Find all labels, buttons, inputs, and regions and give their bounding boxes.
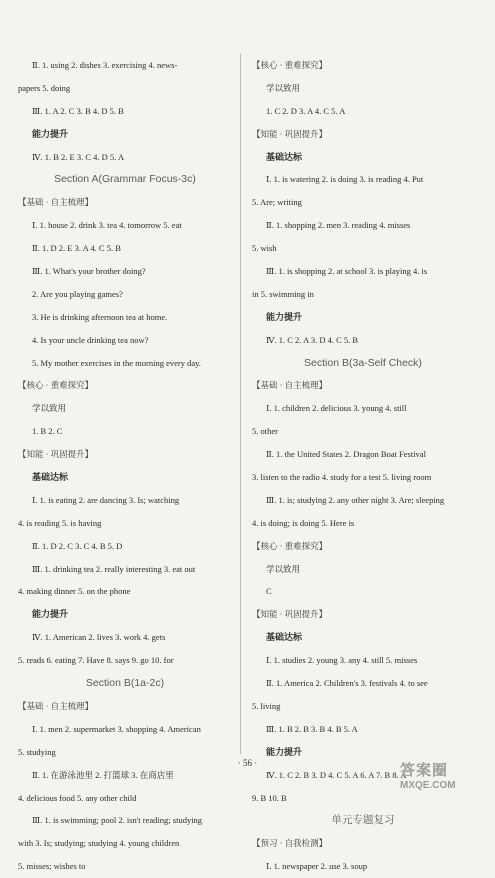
- answer-line: Ⅲ. 1. is swimming; pool 2. isn't reading; studying: [32, 815, 203, 826]
- category-tag: 【知能 · 巩固提升】: [252, 609, 328, 620]
- watermark-cn: 答案圈: [400, 762, 449, 779]
- answer-line: Ⅲ. 1. B 2. B 3. B 4. B 5. A: [266, 723, 358, 734]
- answer-line: Ⅰ. 1. newspaper 2. use 3. soup: [266, 861, 368, 872]
- answer-line: 4. is reading 5. is having: [18, 517, 102, 528]
- answer-line: Ⅰ. 1. men 2. supermarket 3. shopping 4. American: [32, 723, 201, 734]
- answer-line: Ⅰ. 1. is eating 2. are dancing 3. Is; watching: [32, 494, 180, 505]
- answer-line: Ⅱ. 1. shopping 2. men 3. reading 4. misses: [266, 220, 411, 231]
- answer-line: 5. Are; writing: [252, 197, 302, 208]
- subheading: 能力提升: [32, 128, 69, 139]
- answer-line: Ⅳ. 1. C 2. A 3. D 4. C 5. B: [266, 334, 359, 345]
- answer-line: with 3. Is; studying; studying 4. young children: [18, 838, 180, 849]
- answer-line: 9. B 10. B: [252, 792, 287, 803]
- answer-line: Ⅳ. 1. American 2. lives 3. work 4. gets: [32, 632, 166, 643]
- answer-line: Ⅲ. 1. is; studying 2. any other night 3. Are; sleeping: [266, 494, 445, 505]
- answer-line: Ⅱ. 1. D 2. C 3. C 4. B 5. D: [32, 540, 123, 551]
- category-tag: 【知能 · 巩固提升】: [252, 128, 328, 139]
- category-tag: 【核心 · 重难探究】: [252, 60, 328, 70]
- subheading: 能力提升: [266, 311, 303, 322]
- answer-line: Ⅱ. 1. America 2. Children's 3. festivals 4. to see: [266, 678, 428, 689]
- subheading: 能力提升: [32, 609, 69, 620]
- answer-line: Ⅰ. 1. is watering 2. is doing 3. is reading 4. Put: [266, 174, 424, 185]
- answer-line: 学以致用: [266, 563, 301, 574]
- answer-line: 3. He is drinking afternoon tea at home.: [32, 311, 168, 322]
- answer-line: 5. wish: [252, 243, 277, 254]
- answer-line: 学以致用: [266, 82, 301, 93]
- answer-line: Ⅱ. 1. 在游泳池里 2. 打篮球 3. 在商店里: [32, 769, 174, 780]
- section-heading: Section B(3a-Self Check): [304, 356, 422, 369]
- answer-line: 3. listen to the radio 4. study for a test 5. living room: [252, 472, 432, 483]
- section-heading: Section A(Grammar Focus-3c): [54, 173, 196, 186]
- subheading: 能力提升: [266, 746, 303, 757]
- answer-line: Ⅱ. 1. D 2. E 3. A 4. C 5. B: [32, 243, 121, 254]
- subheading: 基础达标: [266, 151, 303, 162]
- category-tag: 【基础 · 自主梳理】: [252, 380, 328, 391]
- section-heading: Section B(1a-2c): [85, 677, 165, 690]
- answer-line: 1. B 2. C: [32, 426, 63, 437]
- answer-line: 5. My mother exercises in the morning every day.: [32, 357, 201, 368]
- answer-line: Ⅰ. 1. studies 2. young 3. any 4. still 5. misses: [266, 655, 418, 666]
- answer-line: Ⅱ. 1. using 2. dishes 3. exercising 4. news-: [32, 60, 178, 70]
- watermark-logo: [400, 762, 490, 796]
- answer-line: Ⅲ. 1. drinking tea 2. really interesting 3. eat out: [32, 563, 196, 574]
- page-number: · 56 ·: [237, 758, 258, 768]
- answer-line: 5. reads 6. eating 7. Have 8. says 9. go 10. for: [18, 655, 174, 666]
- subheading: 基础达标: [266, 632, 303, 643]
- answer-line: 5. living: [252, 700, 281, 711]
- answer-line: 4. Is your uncle drinking tea now?: [32, 334, 149, 345]
- answer-line: Ⅳ. 1. B 2. E 3. C 4. D 5. A: [32, 151, 125, 162]
- section-heading: 单元专题复习: [331, 814, 395, 827]
- right-column: [252, 54, 474, 878]
- answer-line: Ⅲ. 1. A 2. C 3. B 4. D 5. B: [32, 105, 124, 116]
- category-tag: 【预习 · 自我检测】: [252, 838, 328, 849]
- answer-line: 4. is doing; is doing 5. Here is: [252, 517, 355, 528]
- answer-line: 4. making dinner 5. on the phone: [18, 586, 131, 597]
- answer-line: Ⅲ. 1. is shopping 2. at school 3. is playing 4. is: [266, 266, 428, 277]
- category-tag: 【核心 · 重难探究】: [18, 380, 94, 391]
- answer-line: papers 5. doing: [18, 82, 71, 93]
- answer-line: 4. delicious food 5. any other child: [18, 792, 137, 803]
- answer-line: Ⅰ. 1. house 2. drink 3. tea 4. tomorrow 5. eat: [32, 220, 182, 231]
- answer-line: Ⅰ. 1. children 2. delicious 3. young 4. still: [266, 403, 407, 414]
- answer-line: 5. other: [252, 426, 278, 437]
- answer-line: C: [266, 586, 272, 597]
- category-tag: 【基础 · 自主梳理】: [18, 197, 94, 208]
- answer-line: 5. studying: [18, 746, 56, 757]
- answer-line: 1. C 2. D 3. A 4. C 5. A: [266, 105, 346, 116]
- column-divider: [240, 54, 241, 754]
- answer-line: 2. Are you playing games?: [32, 288, 123, 299]
- left-column: [18, 54, 232, 878]
- category-tag: 【基础 · 自主梳理】: [18, 700, 94, 711]
- answer-line: Ⅲ. 1. What's your brother doing?: [32, 266, 146, 277]
- answer-line: 学以致用: [32, 403, 67, 414]
- answer-line: in 5. swimming in: [252, 288, 314, 299]
- answer-line: Ⅱ. 1. the United States 2. Dragon Boat Festival: [266, 449, 426, 460]
- category-tag: 【知能 · 巩固提升】: [18, 449, 94, 460]
- category-tag: 【核心 · 重难探究】: [252, 540, 328, 551]
- answer-line: 5. misses; wishes to: [18, 861, 86, 872]
- answer-line: Ⅳ. 1. C 2. B 3. D 4. C 5. A 6. A 7. B 8. A: [266, 769, 407, 780]
- watermark-en: MXQE.COM: [400, 780, 456, 791]
- subheading: 基础达标: [32, 472, 69, 483]
